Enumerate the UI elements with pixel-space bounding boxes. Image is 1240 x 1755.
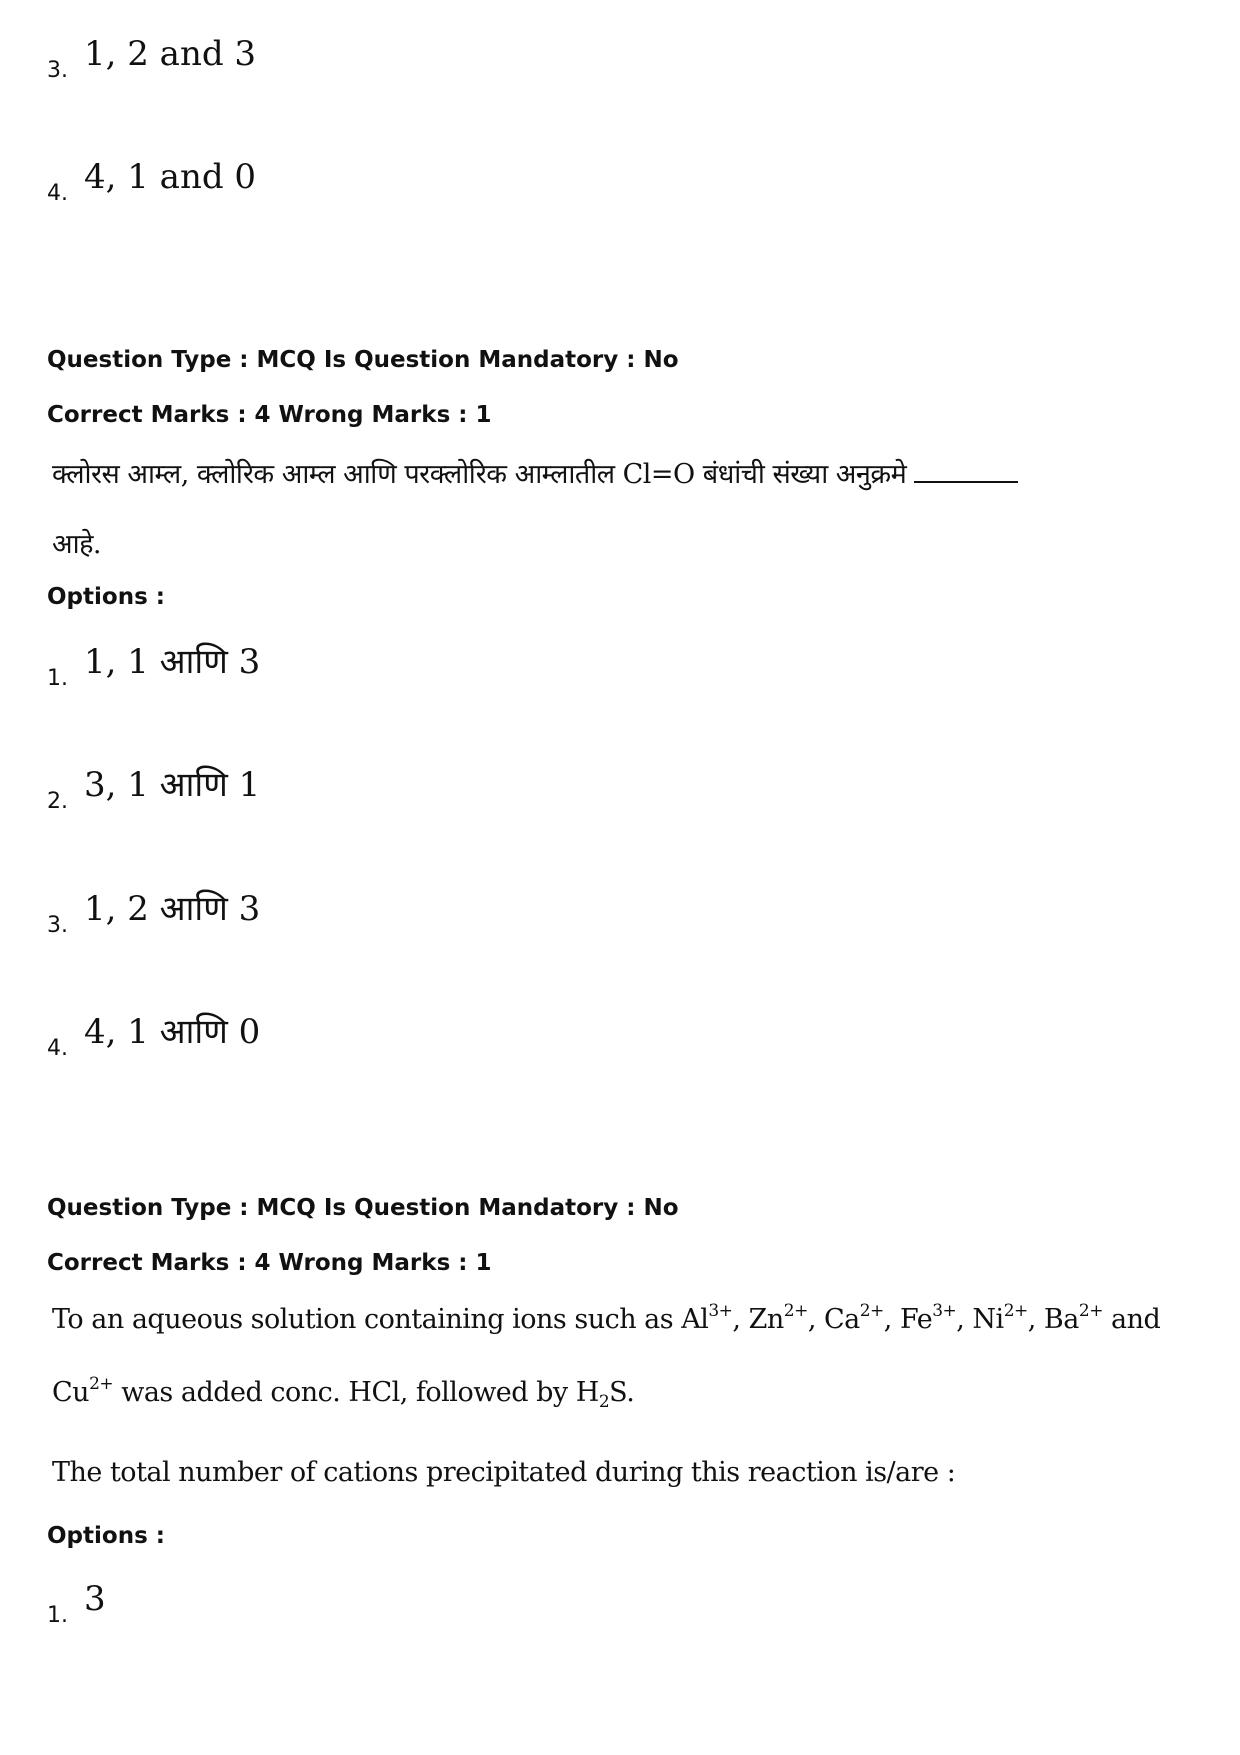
option-text: 1, 2 and 3 [84, 34, 257, 74]
text: S. [609, 1377, 635, 1408]
text: , Zn [732, 1304, 784, 1335]
charge: 2+ [89, 1374, 114, 1394]
text: , Ca [807, 1304, 860, 1335]
text: Cu [52, 1377, 90, 1408]
question-text-line-2: आहे. [52, 529, 102, 560]
option-text: 4, 1 आणि 0 [84, 1012, 261, 1052]
charge: 3+ [932, 1301, 957, 1321]
option-number: 1. [47, 666, 68, 691]
charge: 2+ [1003, 1301, 1028, 1321]
text: , Fe [883, 1304, 933, 1335]
charge: 2+ [783, 1301, 808, 1321]
charge: 3+ [708, 1301, 733, 1321]
option-number: 1. [47, 1603, 68, 1628]
option-text: 1, 2 आणि 3 [84, 889, 261, 929]
option-text: 1, 1 आणि 3 [84, 642, 261, 682]
question-text: क्लोरस आम्ल, क्लोरिक आम्ल आणि परक्लोरिक आम्लातील Cl=O बंधांची संख्या अनुक्रमे [52, 459, 907, 490]
option-number: 4. [47, 1036, 68, 1061]
options-label: Options : [47, 1523, 165, 1549]
question-text-line-1 [52, 455, 1018, 495]
option-number: 2. [47, 789, 68, 814]
option-number: 4. [47, 181, 68, 206]
question-text-line-2 [52, 1373, 634, 1413]
marks-line: Correct Marks : 4 Wrong Marks : 1 [47, 402, 492, 428]
question-type-line: Question Type : MCQ Is Question Mandatory : No [47, 1195, 679, 1221]
text: , Ni [956, 1304, 1004, 1335]
charge: 2+ [859, 1301, 884, 1321]
text: was added conc. HCl, followed by H [113, 1377, 599, 1408]
charge: 2+ [1078, 1301, 1103, 1321]
marks-line: Correct Marks : 4 Wrong Marks : 1 [47, 1250, 492, 1276]
options-label: Options : [47, 584, 165, 610]
text: , Ba [1027, 1304, 1079, 1335]
question-text-line-3: The total number of cations precipitated during this reaction is/are : [52, 1457, 956, 1488]
option-text: 3, 1 आणि 1 [84, 765, 261, 805]
subscript: 2 [598, 1392, 610, 1412]
text: and [1102, 1304, 1161, 1335]
option-text: 3 [84, 1579, 106, 1619]
text: To an aqueous solution containing ions such as Al [52, 1304, 709, 1335]
question-type-line: Question Type : MCQ Is Question Mandatory : No [47, 347, 679, 373]
option-number: 3. [47, 913, 68, 938]
option-text: 4, 1 and 0 [84, 157, 257, 197]
question-text-line-1 [52, 1300, 1160, 1340]
option-number: 3. [47, 58, 68, 83]
answer-blank [914, 461, 1018, 483]
